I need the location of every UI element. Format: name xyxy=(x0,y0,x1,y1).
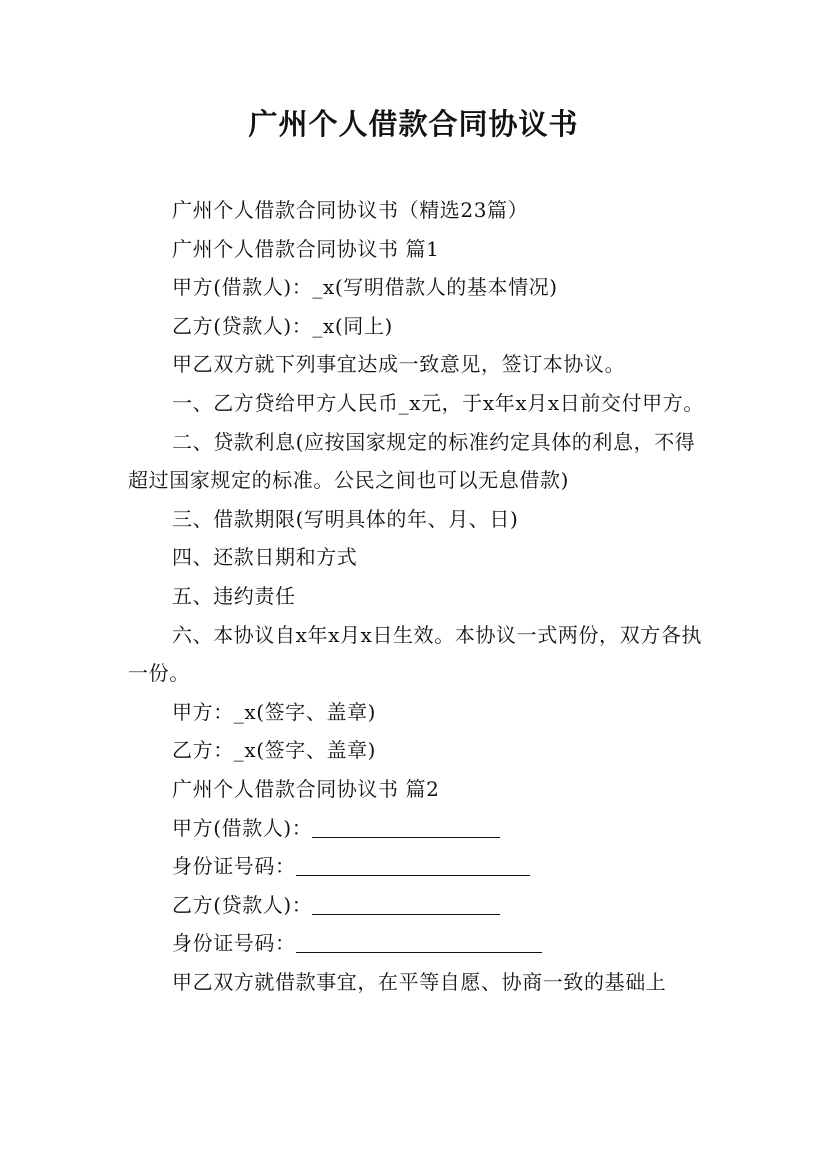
document-title: 广州个人借款合同协议书 xyxy=(248,107,579,141)
paragraph-clause-4: 四、还款日期和方式 xyxy=(172,545,358,570)
field-lender xyxy=(128,886,704,925)
field-lender-id xyxy=(128,924,704,963)
lender-id-blank-line xyxy=(296,930,542,953)
field-borrower-id-label: 身份证号码： xyxy=(172,854,296,879)
lender-blank-line xyxy=(312,892,500,915)
field-lender-id-label: 身份证号码： xyxy=(172,931,296,956)
field-borrower-id xyxy=(128,847,704,886)
paragraph-section-2-intro: 甲乙双方就借款事宜，在平等自愿、协商一致的基础上 xyxy=(172,969,667,994)
document-body xyxy=(128,191,704,1001)
field-borrower-label: 甲方(借款人)： xyxy=(172,815,313,840)
paragraph-party-a-sign: 甲方：_x(签字、盖章) xyxy=(172,699,377,724)
paragraph-lender: 乙方(贷款人)：_x(同上) xyxy=(172,313,393,338)
paragraph-clause-2: 二、贷款利息(应按国家规定的标准约定具体的利息，不得超过国家规定的标准。公民之间也可以无息借款) xyxy=(128,429,696,493)
field-borrower xyxy=(128,809,704,848)
paragraph-agreement-intro: 甲乙双方就下列事宜达成一致意见，签订本协议。 xyxy=(172,352,626,377)
borrower-blank-line xyxy=(312,815,500,838)
borrower-id-blank-line xyxy=(296,853,530,876)
paragraph-clause-6: 六、本协议自x年x月x日生效。本协议一式两份，双方各执一份。 xyxy=(128,622,703,686)
paragraph-clause-1: 一、乙方贷给甲方人民币_x元，于x年x月x日前交付甲方。 xyxy=(172,390,704,415)
paragraph-borrower: 甲方(借款人)：_x(写明借款人的基本情况) xyxy=(172,275,558,300)
paragraph-section-2-heading: 广州个人借款合同协议书 篇2 xyxy=(172,776,440,801)
paragraph-clause-3: 三、借款期限(写明具体的年、月、日) xyxy=(172,506,519,531)
paragraph-party-b-sign: 乙方：_x(签字、盖章) xyxy=(172,738,377,763)
paragraph-section-1-heading: 广州个人借款合同协议书 篇1 xyxy=(172,236,440,261)
field-lender-label: 乙方(贷款人)： xyxy=(172,892,313,917)
paragraph-subtitle: 广州个人借款合同协议书（精选23篇） xyxy=(172,198,529,222)
paragraph-clause-5: 五、违约责任 xyxy=(172,583,296,608)
